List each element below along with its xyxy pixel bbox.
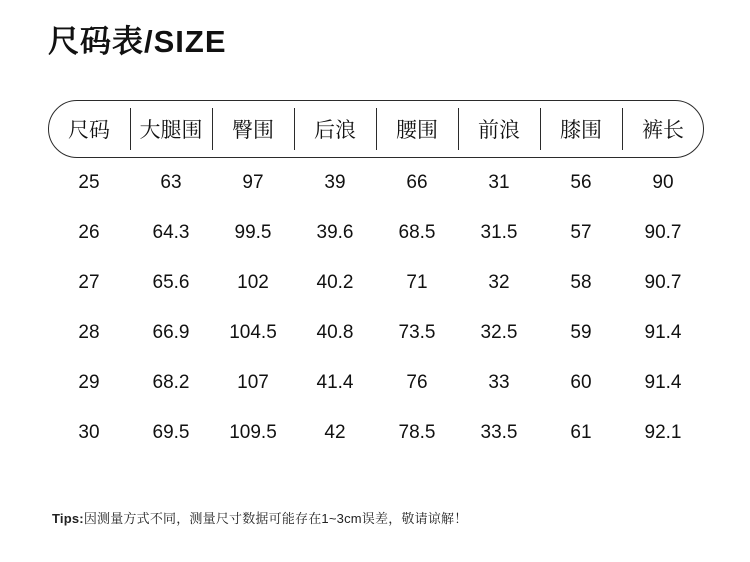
measurement-tips bbox=[52, 508, 467, 527]
cell-hip: 102 bbox=[237, 272, 269, 293]
cell-knee: 59 bbox=[570, 322, 592, 343]
cell-waist: 71 bbox=[406, 272, 428, 293]
cell-length: 92.1 bbox=[644, 422, 682, 443]
cell-front-rise: 32 bbox=[488, 272, 510, 293]
page-title: 尺码表/SIZE bbox=[48, 24, 227, 59]
cell-waist: 78.5 bbox=[398, 422, 436, 443]
cell-front-rise: 32.5 bbox=[480, 322, 518, 343]
cell-waist: 76 bbox=[406, 372, 428, 393]
column-header-thigh: 大腿围 bbox=[139, 119, 203, 142]
cell-length: 91.4 bbox=[644, 322, 682, 343]
cell-thigh: 66.9 bbox=[152, 322, 190, 343]
table-row bbox=[48, 308, 704, 358]
cell-waist: 73.5 bbox=[398, 322, 436, 343]
column-header-size: 尺码 bbox=[68, 119, 110, 142]
cell-size: 27 bbox=[78, 272, 100, 293]
column-header-length: 裤长 bbox=[642, 119, 684, 142]
cell-length: 90.7 bbox=[644, 222, 682, 243]
cell-size: 30 bbox=[78, 422, 100, 443]
table-head bbox=[48, 100, 704, 158]
cell-back-rise: 39.6 bbox=[316, 222, 354, 243]
cell-size: 29 bbox=[78, 372, 100, 393]
column-header-hip: 臀围 bbox=[232, 119, 274, 142]
column-header-back-rise: 后浪 bbox=[314, 119, 356, 142]
cell-thigh: 68.2 bbox=[152, 372, 190, 393]
size-table bbox=[48, 100, 704, 458]
cell-size: 26 bbox=[78, 222, 100, 243]
cell-length: 90.7 bbox=[644, 272, 682, 293]
cell-length: 90 bbox=[652, 172, 674, 193]
cell-back-rise: 41.4 bbox=[316, 372, 354, 393]
cell-hip: 109.5 bbox=[229, 422, 277, 443]
cell-size: 28 bbox=[78, 322, 100, 343]
column-header-waist: 腰围 bbox=[396, 119, 438, 142]
cell-size: 25 bbox=[78, 172, 100, 193]
cell-thigh: 63 bbox=[160, 172, 182, 193]
table-row bbox=[48, 158, 704, 208]
table-header-row bbox=[48, 100, 704, 158]
column-header-knee: 膝围 bbox=[560, 119, 602, 142]
cell-thigh: 64.3 bbox=[152, 222, 190, 243]
table-row bbox=[48, 258, 704, 308]
cell-waist: 66 bbox=[406, 172, 428, 193]
table-row bbox=[48, 358, 704, 408]
size-table-container bbox=[48, 100, 704, 458]
cell-knee: 56 bbox=[570, 172, 592, 193]
cell-knee: 61 bbox=[570, 422, 592, 443]
cell-hip: 97 bbox=[242, 172, 264, 193]
cell-thigh: 69.5 bbox=[152, 422, 190, 443]
cell-back-rise: 40.2 bbox=[316, 272, 354, 293]
cell-hip: 104.5 bbox=[229, 322, 277, 343]
tips-label: Tips: bbox=[52, 511, 84, 526]
tips-text: 因测量方式不同，测量尺寸数据可能存在1~3cm误差，敬请谅解！ bbox=[83, 511, 468, 526]
cell-length: 91.4 bbox=[644, 372, 682, 393]
cell-front-rise: 33.5 bbox=[480, 422, 518, 443]
cell-thigh: 65.6 bbox=[152, 272, 190, 293]
cell-knee: 60 bbox=[570, 372, 592, 393]
cell-front-rise: 31 bbox=[488, 172, 510, 193]
column-header-front-rise: 前浪 bbox=[478, 119, 520, 142]
cell-back-rise: 42 bbox=[324, 422, 346, 443]
cell-knee: 57 bbox=[570, 222, 592, 243]
cell-back-rise: 40.8 bbox=[316, 322, 354, 343]
cell-hip: 107 bbox=[237, 372, 269, 393]
table-body bbox=[48, 158, 704, 458]
cell-front-rise: 33 bbox=[488, 372, 510, 393]
table-row bbox=[48, 208, 704, 258]
cell-knee: 58 bbox=[570, 272, 592, 293]
cell-front-rise: 31.5 bbox=[480, 222, 518, 243]
cell-waist: 68.5 bbox=[398, 222, 436, 243]
cell-hip: 99.5 bbox=[234, 222, 272, 243]
table-row bbox=[48, 408, 704, 458]
cell-back-rise: 39 bbox=[324, 172, 346, 193]
